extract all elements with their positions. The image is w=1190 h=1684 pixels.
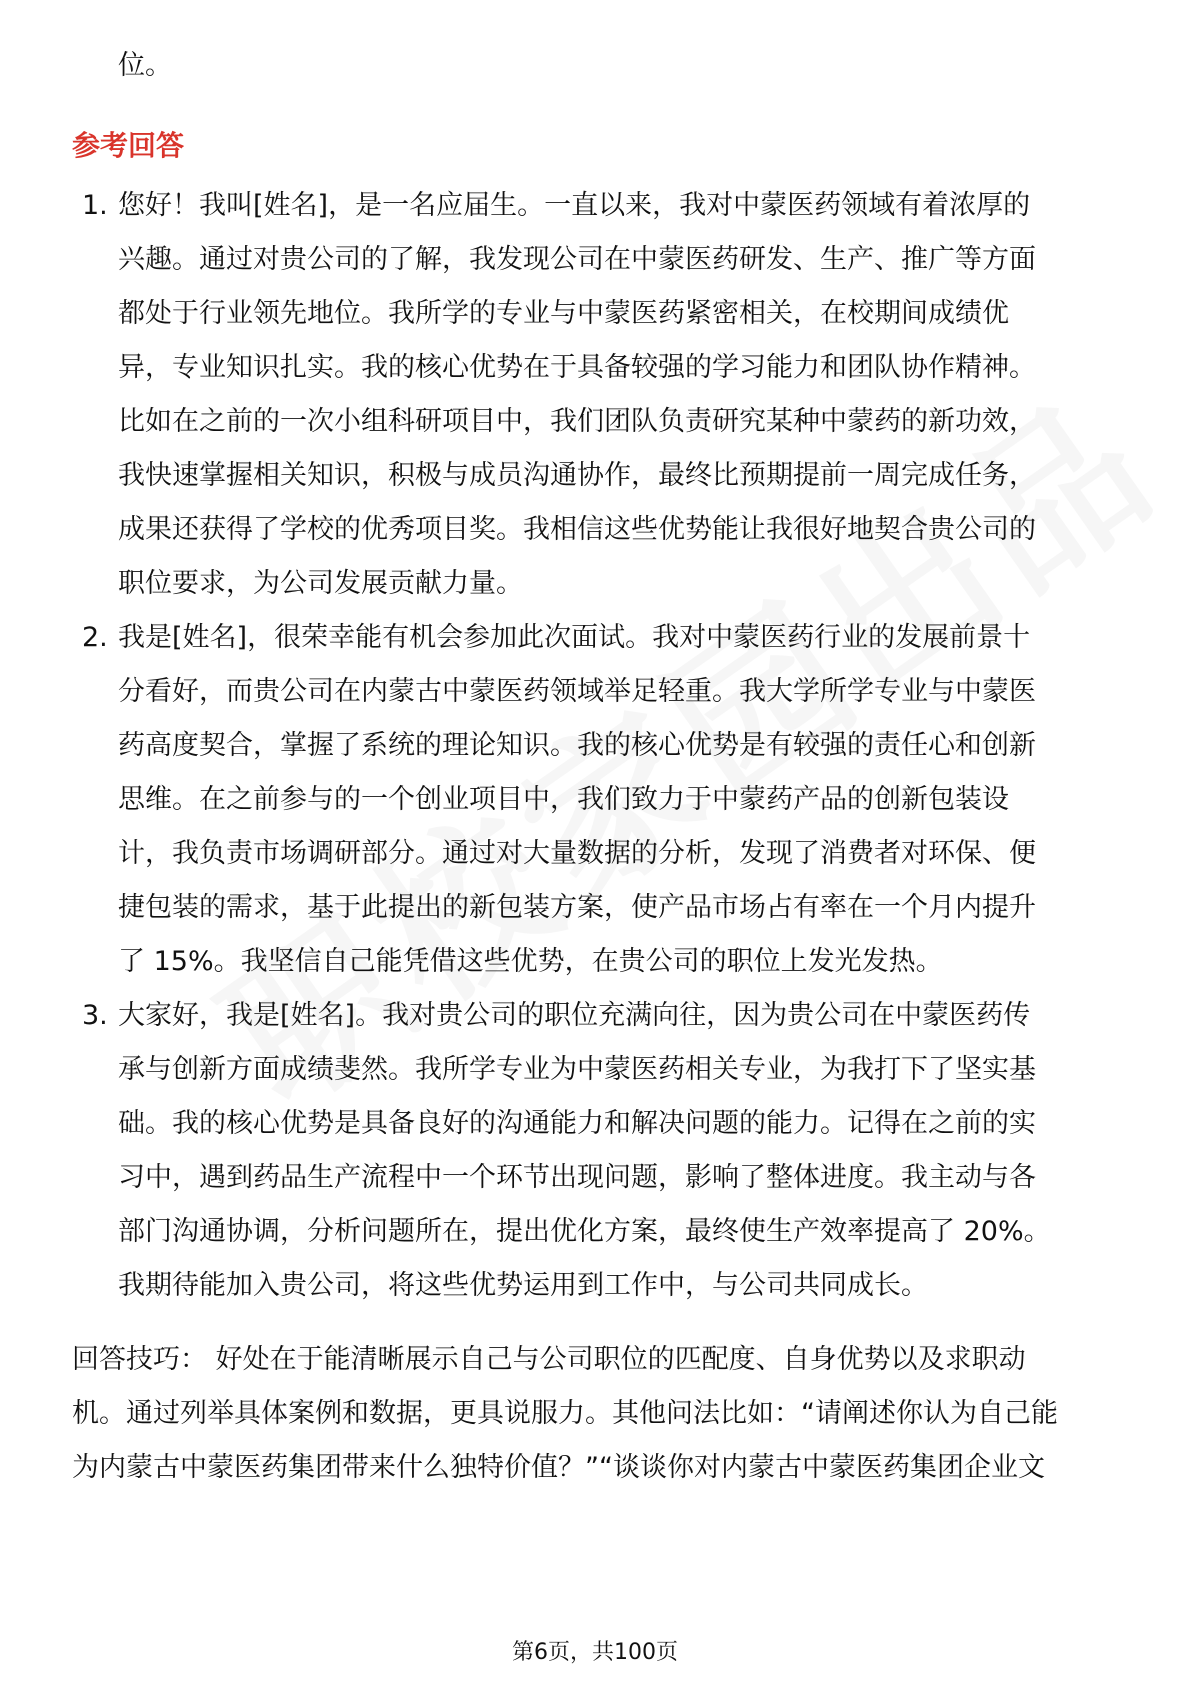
answer-2-line-2: 分看好，而贵公司在内蒙古中蒙医药领域举足轻重。我大学所学专业与中蒙医	[118, 676, 1036, 707]
section-title: 参考回答	[72, 129, 185, 162]
answer-2-line-5: 计，我负责市场调研部分。通过对大量数据的分析，发现了消费者对环保、便	[118, 838, 1036, 869]
answer-1-line-7: 成果还获得了学校的优秀项目奖。我相信这些优势能让我很好地契合贵公司的	[118, 514, 1036, 545]
answer-1-line-8: 职位要求，为公司发展贡献力量。	[118, 568, 523, 599]
answer-3-line-3: 础。我的核心优势是具备良好的沟通能力和解决问题的能力。记得在之前的实	[118, 1108, 1036, 1139]
tips-line-2: 机。通过列举具体案例和数据，更具说服力。其他问法比如：“请阐述你认为自己能	[72, 1398, 1058, 1429]
answer-1-line-2: 兴趣。通过对贵公司的了解，我发现公司在中蒙医药研发、生产、推广等方面	[118, 244, 1036, 275]
answer-1-line-3: 都处于行业领先地位。我所学的专业与中蒙医药紧密相关，在校期间成绩优	[118, 298, 1009, 329]
answer-3-line-6: 我期待能加入贵公司，将这些优势运用到工作中，与公司共同成长。	[118, 1270, 928, 1301]
page-footer: 第6页，共100页	[512, 1640, 678, 1665]
continued-text: 位。	[118, 50, 172, 81]
answer-2-line-4: 思维。在之前参与的一个创业项目中，我们致力于中蒙药产品的创新包装设	[118, 784, 1009, 815]
answer-2-line-7: 了 15%。我坚信自己能凭借这些优势，在贵公司的职位上发光发热。	[118, 946, 943, 977]
answer-3-line-2: 承与创新方面成绩斐然。我所学专业为中蒙医药相关专业，为我打下了坚实基	[118, 1054, 1036, 1085]
answer-3-line-4: 习中，遇到药品生产流程中一个环节出现问题，影响了整体进度。我主动与各	[118, 1162, 1036, 1193]
list-number: 3.	[82, 1000, 108, 1031]
answer-1-line-6: 我快速掌握相关知识，积极与成员沟通协作，最终比预期提前一周完成任务，	[118, 460, 1036, 491]
answer-3-line-1: 大家好，我是[姓名]。我对贵公司的职位充满向往，因为贵公司在中蒙医药传	[118, 1000, 1031, 1031]
answer-2-line-6: 捷包装的需求，基于此提出的新包装方案，使产品市场占有率在一个月内提升	[118, 892, 1036, 923]
answer-1-line-5: 比如在之前的一次小组科研项目中，我们团队负责研究某种中蒙药的新功效，	[118, 406, 1036, 437]
answer-1-line-4: 异，专业知识扎实。我的核心优势在于具备较强的学习能力和团队协作精神。	[118, 352, 1036, 383]
answer-3-line-5: 部门沟通协调，分析问题所在，提出优化方案，最终使生产效率提高了 20%。	[118, 1216, 1051, 1247]
list-number: 1.	[82, 190, 108, 221]
tips-line-3: 为内蒙古中蒙医药集团带来什么独特价值？”“谈谈你对内蒙古中蒙医药集团企业文	[72, 1452, 1045, 1483]
list-number: 2.	[82, 622, 108, 653]
answer-1-line-1: 您好！我叫[姓名]，是一名应届生。一直以来，我对中蒙医药领域有着浓厚的	[118, 190, 1031, 221]
tips-line-1: 回答技巧： 好处在于能清晰展示自己与公司职位的匹配度、自身优势以及求职动	[72, 1344, 1026, 1375]
answer-2-line-3: 药高度契合，掌握了系统的理论知识。我的核心优势是有较强的责任心和创新	[118, 730, 1036, 761]
answer-2-line-1: 我是[姓名]，很荣幸能有机会参加此次面试。我对中蒙医药行业的发展前景十	[118, 622, 1031, 653]
